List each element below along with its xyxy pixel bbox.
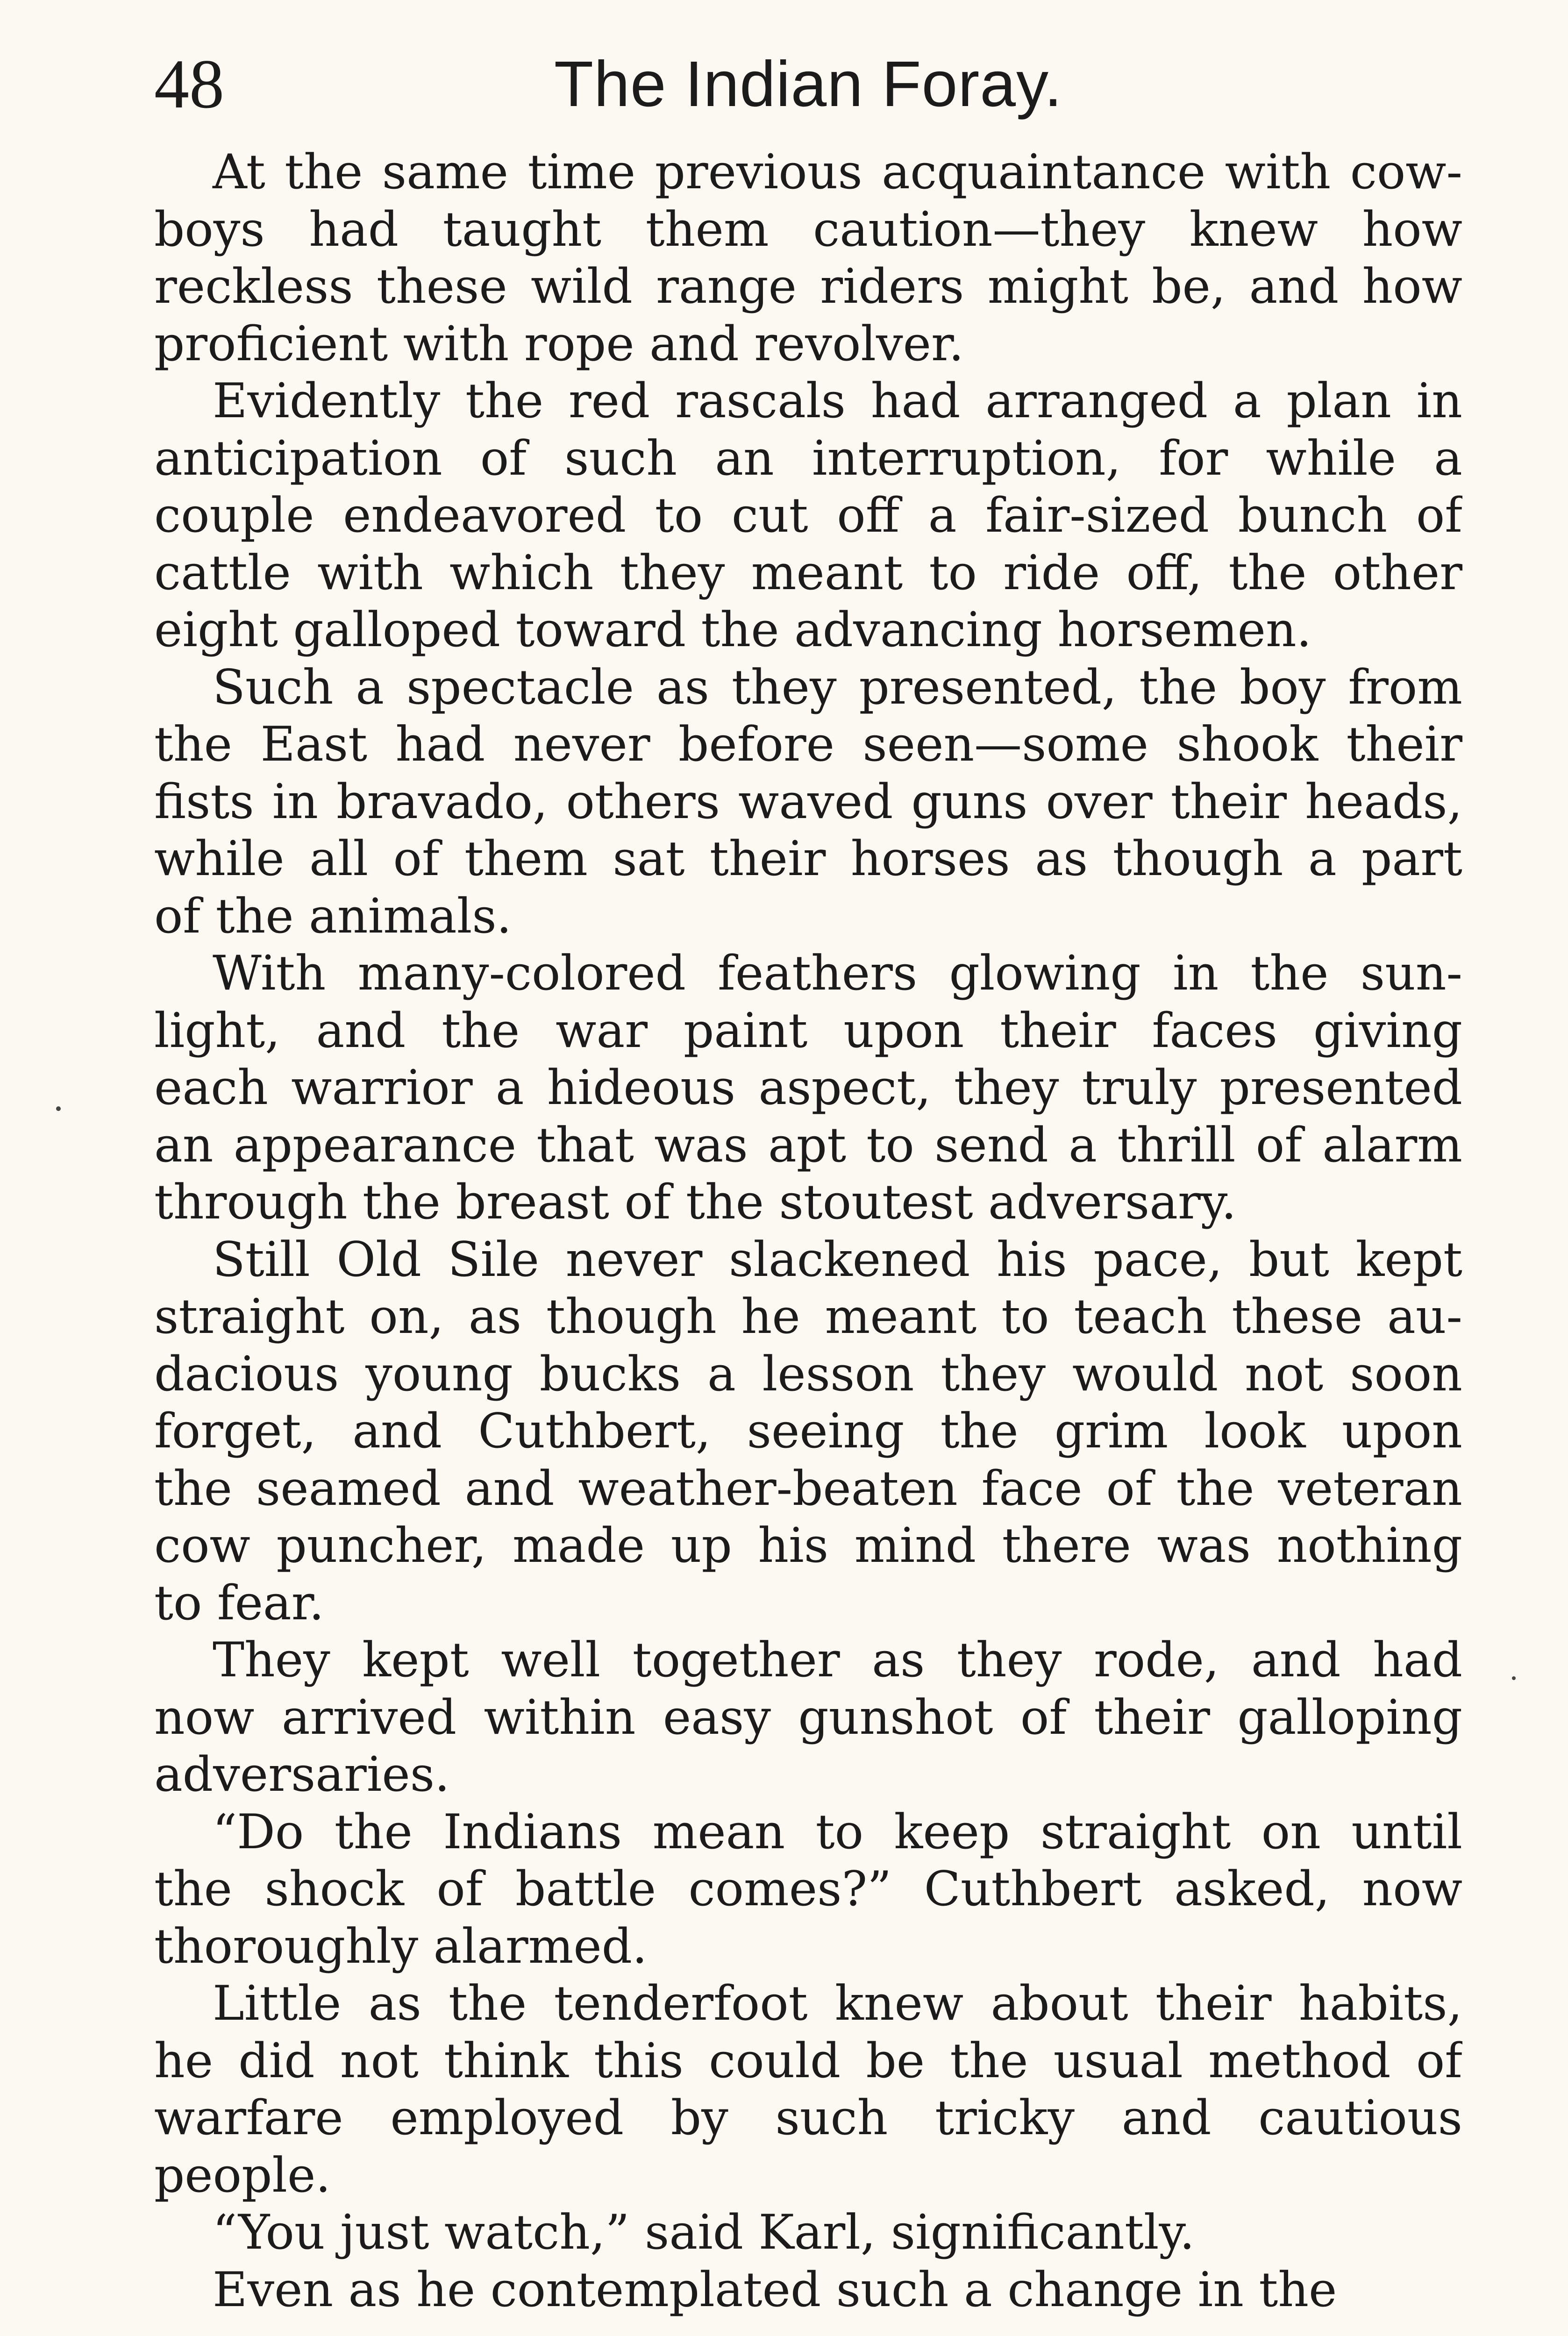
- text-line: the seamed and weather-beaten face of the veteran: [154, 1460, 1462, 1517]
- text-line: warfare employed by such tricky and cautious: [154, 2090, 1462, 2146]
- text-line: the East had never before seen—some shook their: [154, 717, 1462, 772]
- paragraph: [154, 1975, 1462, 2204]
- text-line: With many-colored feathers glowing in the sun-: [213, 946, 1462, 1001]
- text-line: couple endeavored to cut off a fair-sized bunch of: [154, 488, 1462, 543]
- text-line: forget, and Cuthbert, seeing the grim look upon: [154, 1403, 1462, 1459]
- text-line: the shock of battle comes?” Cuthbert asked, now: [154, 1861, 1462, 1917]
- text-line: cow puncher, made up his mind there was nothing: [154, 1518, 1462, 1574]
- text-line: eight galloped toward the advancing horsemen.: [154, 602, 1312, 658]
- text-line: while all of them sat their horses as though a part: [154, 831, 1462, 887]
- paragraph: [154, 1632, 1462, 1804]
- text-line: of the animals.: [154, 888, 512, 944]
- text-line: he did not think this could be the usual method of: [154, 2033, 1462, 2089]
- text-line: “You just watch,” said Karl, significantly.: [213, 2205, 1195, 2260]
- text-line: an appearance that was apt to send a thrill of alarm: [154, 1117, 1462, 1173]
- print-speck: [1512, 1676, 1516, 1680]
- paragraph: [154, 373, 1462, 659]
- text-line: “Do the Indians mean to keep straight on until: [213, 1804, 1462, 1860]
- text-line: light, and the war paint upon their faces giving: [154, 1003, 1462, 1059]
- paragraph: [154, 1804, 1462, 1976]
- text-line: dacious young bucks a lesson they would not soon: [154, 1346, 1462, 1402]
- paragraph: [154, 2262, 1462, 2319]
- text-line: reckless these wild range riders might be, and how: [154, 259, 1462, 314]
- text-line: Even as he contemplated such a change in the: [213, 2262, 1337, 2318]
- text-line: now arrived within easy gunshot of their galloping: [154, 1689, 1462, 1745]
- body-text: [154, 144, 1462, 2319]
- paragraph: [154, 659, 1462, 946]
- paragraph: [154, 945, 1462, 1232]
- running-title: The Indian Foray.: [554, 48, 1063, 120]
- print-speck: [56, 1106, 61, 1111]
- page-number: 48: [154, 45, 224, 123]
- text-line: fists in bravado, others waved guns over their heads,: [154, 774, 1462, 830]
- paragraph: [154, 144, 1462, 373]
- text-line: cattle with which they meant to ride off, the other: [154, 545, 1462, 601]
- text-line: At the same time previous acquaintance with cow-: [213, 144, 1462, 200]
- text-line: each warrior a hideous aspect, they truly presented: [154, 1060, 1462, 1116]
- text-line: anticipation of such an interruption, for while a: [154, 430, 1462, 486]
- text-line: They kept well together as they rode, and had: [213, 1632, 1462, 1688]
- text-line: Such a spectacle as they presented, the boy from: [213, 659, 1462, 715]
- text-line: straight on, as though he meant to teach these au-: [154, 1289, 1462, 1345]
- text-line: thoroughly alarmed.: [154, 1918, 648, 1974]
- text-line: Little as the tenderfoot knew about their habits,: [213, 1976, 1462, 2031]
- text-line: through the breast of the stoutest adversary.: [154, 1175, 1237, 1230]
- text-line: Evidently the red rascals had arranged a plan in: [213, 373, 1462, 429]
- page-header: [154, 37, 1462, 131]
- text-line: people.: [154, 2147, 331, 2203]
- text-line: proficient with rope and revolver.: [154, 316, 964, 372]
- text-line: adversaries.: [154, 1747, 450, 1802]
- text-line: boys had taught them caution—they knew how: [154, 201, 1462, 257]
- text-line: Still Old Sile never slackened his pace, but kept: [213, 1232, 1462, 1288]
- text-line: to fear.: [154, 1575, 324, 1631]
- paragraph: [154, 1232, 1462, 1632]
- paragraph: [154, 2204, 1462, 2262]
